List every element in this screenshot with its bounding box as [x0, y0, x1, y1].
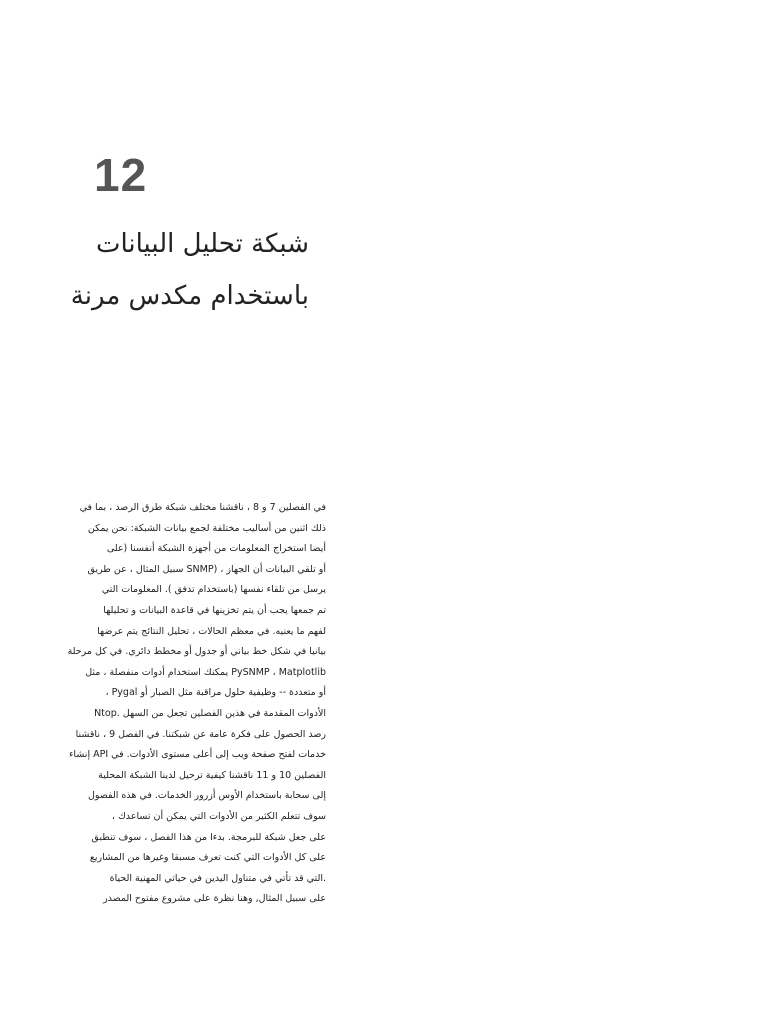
paragraph-line: أو متعددة -- وظيفية حلول مراقبة مثل الصبار أو Pygal ، [105, 687, 326, 699]
paragraph-line: لفهم ما يعنيه. في معظم الحالات ، تحليل النتائج يتم عرضها [97, 625, 326, 637]
intro-paragraph [67, 498, 326, 910]
paragraph-line: بيانيا في شكل خط بياني أو جدول أو مخطط دائري. في كل مرحلة [67, 646, 326, 658]
paragraph-line: على كل الأدوات التي كنت تعرف مسبقا وغيرها من المشاريع [89, 852, 326, 864]
paragraph-line: .التي قد تأتي في متناول اليدين في حياتي المهنية الحياة [109, 872, 326, 884]
paragraph-line: الفصلين 10 و 11 ناقشنا كيفية ترحيل لدينا الشبكة المحلية [98, 769, 326, 781]
chapter-title-line: شبكة تحليل البيانات [95, 229, 309, 259]
chapter-title [70, 218, 309, 322]
paragraph-line: في الفصلين 7 و 8 ، ناقشنا مختلف شبكة طرق الرصد ، بما في [79, 502, 326, 513]
paragraph-line: على سبيل المثال, وهنا نظرة على مشروع مفتوح المصدر [103, 893, 326, 905]
paragraph-line: ذلك اثنين من أساليب مختلفة لجمع بيانات الشبكة: نحن يمكن [87, 522, 326, 534]
paragraph-line: أو تلقي البيانات أن الجهاز ، (SNMP سبيل المثال ، عن طريق [87, 563, 326, 575]
chapter-title-line: باستخدام مكدس مرنة [70, 281, 309, 311]
chapter-number: 12 [94, 149, 148, 201]
paragraph-line: يرسل من تلقاء نفسها (باستخدام تدفق ). المعلومات التي [101, 584, 326, 596]
paragraph-line: الأدوات المقدمة في هذين الفصلين تجعل من السهل .Ntop [94, 707, 326, 719]
paragraph-line: سوف تتعلم الكثير من الأدوات التي يمكن أن تساعدك ، [111, 810, 326, 822]
paragraph-line: رصد الحصول على فكرة عامة عن شبكتنا. في الفصل 9 ، ناقشنا [75, 728, 326, 740]
paragraph-line: أيضا استخراج المعلومات من أجهزة الشبكة أنفسنا (على [106, 543, 326, 555]
paragraph-line: PySNMP ، Matplotlib يمكنك استخدام أدوات منفصلة ، مثل [85, 666, 326, 678]
paragraph-line: على جعل شبكة للبرمجة. بدءا من هذا الفصل ، سوف تنطبق [91, 831, 326, 843]
paragraph-line: تم جمعها يجب أن يتم تخزينها في قاعدة البيانات و تحليلها [103, 604, 326, 616]
paragraph-line: خدمات لفتح صفحة ويب إلى أعلى مستوى الأدوات. في API إنشاء [68, 749, 326, 761]
paragraph-line: إلى سحابة باستخدام الأوس أزرور الخدمات. في هذه الفصول [88, 790, 326, 802]
